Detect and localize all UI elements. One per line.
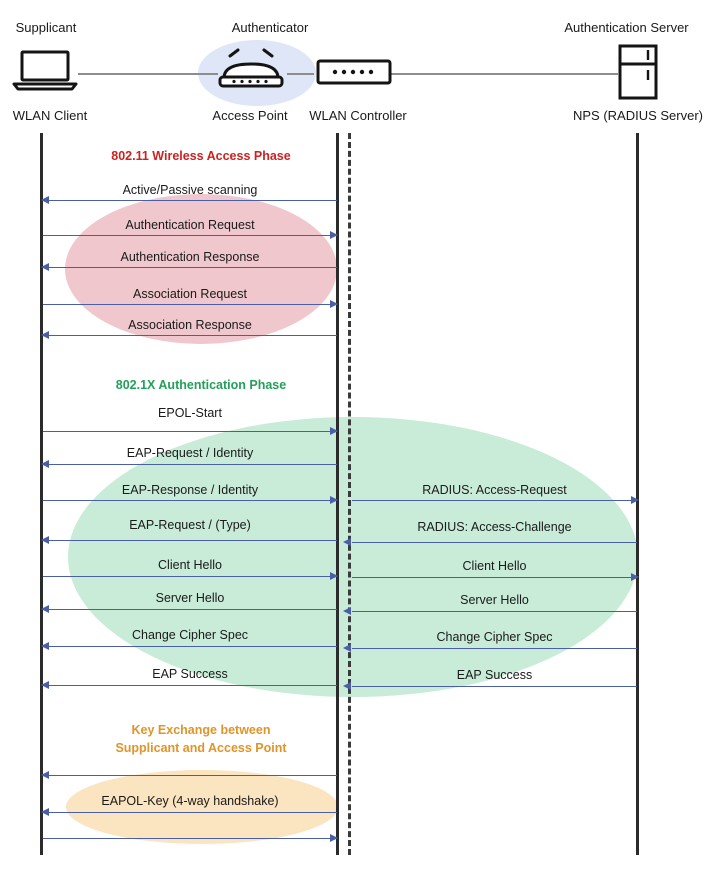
message-line [43,838,337,839]
message-line [352,648,637,649]
message-line [43,464,337,465]
arrowhead-left-icon [343,682,351,690]
message-line [43,646,337,647]
message-line [352,577,637,578]
message-line [43,775,337,776]
arrowhead-left-icon [41,460,49,468]
message-label: Change Cipher Spec [131,628,249,642]
message-label: EAP-Request / (Type) [129,518,251,532]
message-label: EAP Success [456,668,533,682]
message-label: EAPOL-Key (4-way handshake) [101,794,279,808]
message-label: RADIUS: Access-Request [422,483,567,497]
phase-title-wireless-access: 802.11 Wireless Access Phase [111,149,291,163]
arrowhead-right-icon [330,834,338,842]
message-line [352,686,637,687]
role-label-authenticator: Authenticator [231,20,309,35]
arrowhead-left-icon [41,808,49,816]
device-label-wlan-controller: WLAN Controller [309,108,407,123]
phase-title-key-exchange-line2: Supplicant and Access Point [115,741,287,755]
message-label: Active/Passive scanning [122,183,258,197]
message-line [43,304,337,305]
arrowhead-right-icon [330,427,338,435]
message-line [352,542,637,543]
phase-title-key-exchange [62,721,340,757]
arrowhead-left-icon [41,263,49,271]
message-line [43,576,337,577]
message-label: Server Hello [460,593,529,607]
arrowhead-right-icon [330,300,338,308]
message-line [43,431,337,432]
arrowhead-left-icon [343,607,351,615]
message-line [43,235,337,236]
connector-controller-server [390,73,618,75]
message-label: Authentication Request [125,218,255,232]
message-line [43,200,337,201]
message-line [43,609,337,610]
connector-client-ap [78,73,218,75]
message-line [43,500,337,501]
message-line [43,685,337,686]
message-label: EAP-Request / Identity [126,446,254,460]
connector-ap-controller [287,73,314,75]
message-label: Client Hello [462,559,527,573]
device-label-access-point: Access Point [212,108,288,123]
message-label: Change Cipher Spec [436,630,553,644]
message-label: EAP Success [152,667,228,681]
message-label: RADIUS: Access-Challenge [417,520,572,534]
lifeline-wlan-controller [348,133,351,855]
message-label: Authentication Response [120,250,260,264]
arrowhead-right-icon [330,231,338,239]
phase-title-key-exchange-line1: Key Exchange between [131,723,271,737]
phase-title-dot1x: 802.1X Authentication Phase [115,378,287,392]
message-label: Association Request [133,287,247,301]
message-line [43,540,337,541]
message-label: Association Response [128,318,252,332]
arrowhead-right-icon [631,573,639,581]
message-label: Server Hello [155,591,225,605]
message-line [352,500,637,501]
laptop-icon [12,50,78,92]
role-label-supplicant: Supplicant [15,20,77,35]
message-label: EPOL-Start [158,406,222,420]
arrowhead-right-icon [330,496,338,504]
arrowhead-left-icon [41,605,49,613]
arrowhead-left-icon [41,536,49,544]
message-label: EAP-Response / Identity [121,483,259,497]
arrowhead-left-icon [41,642,49,650]
message-line [352,611,637,612]
arrowhead-left-icon [41,681,49,689]
device-label-wlan-client: WLAN Client [12,108,88,123]
message-line [43,812,337,813]
server-icon [616,44,660,100]
arrowhead-left-icon [343,538,351,546]
access-point-icon [216,48,286,92]
arrowhead-right-icon [330,572,338,580]
role-label-authentication-server: Authentication Server [564,20,689,35]
arrowhead-left-icon [41,196,49,204]
device-label-nps-radius-server: NPS (RADIUS Server) [572,108,704,123]
arrowhead-left-icon [343,644,351,652]
arrowhead-left-icon [41,771,49,779]
message-line [43,335,337,336]
arrowhead-left-icon [41,331,49,339]
message-line [43,267,337,268]
arrowhead-right-icon [631,496,639,504]
wlan-controller-icon [316,58,392,88]
message-label: Client Hello [158,558,222,572]
